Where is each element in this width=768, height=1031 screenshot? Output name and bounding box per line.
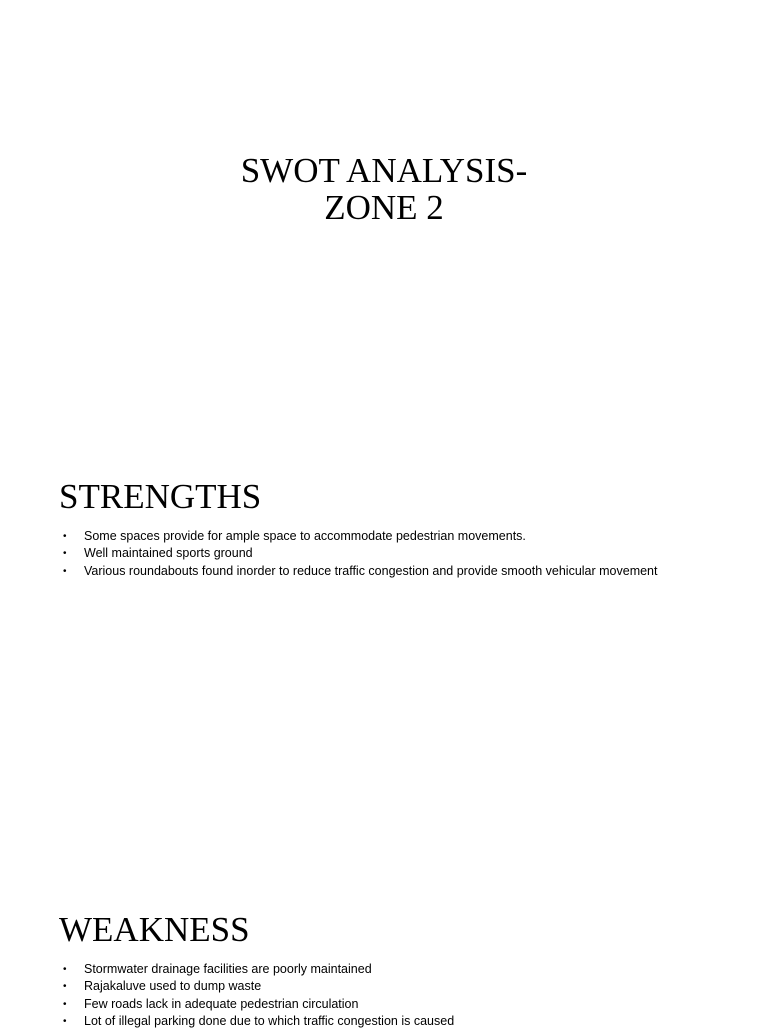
- list-item-text: Some spaces provide for ample space to accommodate pedestrian movements.: [84, 529, 526, 543]
- weakness-list: [63, 961, 663, 1031]
- page-title: [0, 152, 768, 226]
- bullet-icon: •: [63, 998, 67, 1010]
- list-item-text: Various roundabouts found inorder to reduce traffic congestion and provide smooth vehicular movement: [84, 563, 658, 578]
- list-item-text: Few roads lack in adequate pedestrian circulation: [84, 996, 359, 1011]
- bullet-icon: •: [63, 981, 67, 993]
- bullet-icon: •: [63, 548, 67, 560]
- list-item: [63, 978, 663, 995]
- list-item: [63, 563, 663, 580]
- bullet-icon: •: [63, 964, 67, 975]
- bullet-icon: •: [63, 531, 67, 542]
- list-item: [63, 545, 663, 562]
- bullet-icon: •: [63, 565, 67, 577]
- list-item-text: Rajakaluve used to dump waste: [84, 979, 262, 994]
- page-title-line-1: SWOT ANALYSIS-: [240, 151, 528, 190]
- bullet-icon: •: [63, 1016, 67, 1028]
- list-item: [63, 996, 663, 1013]
- list-item: [63, 528, 663, 545]
- list-item: [63, 1013, 663, 1030]
- list-item-text: Lot of illegal parking done due to which traffic congestion is caused: [84, 1014, 455, 1029]
- list-item-text: Well maintained sports ground: [84, 546, 253, 561]
- list-item: [63, 961, 663, 978]
- strengths-list: [63, 528, 663, 580]
- page-title-line-2: ZONE 2: [324, 188, 444, 227]
- strengths-heading: STRENGTHS: [59, 477, 262, 516]
- list-item-text: Stormwater drainage facilities are poorly maintained: [84, 962, 372, 976]
- weakness-heading: WEAKNESS: [59, 910, 250, 949]
